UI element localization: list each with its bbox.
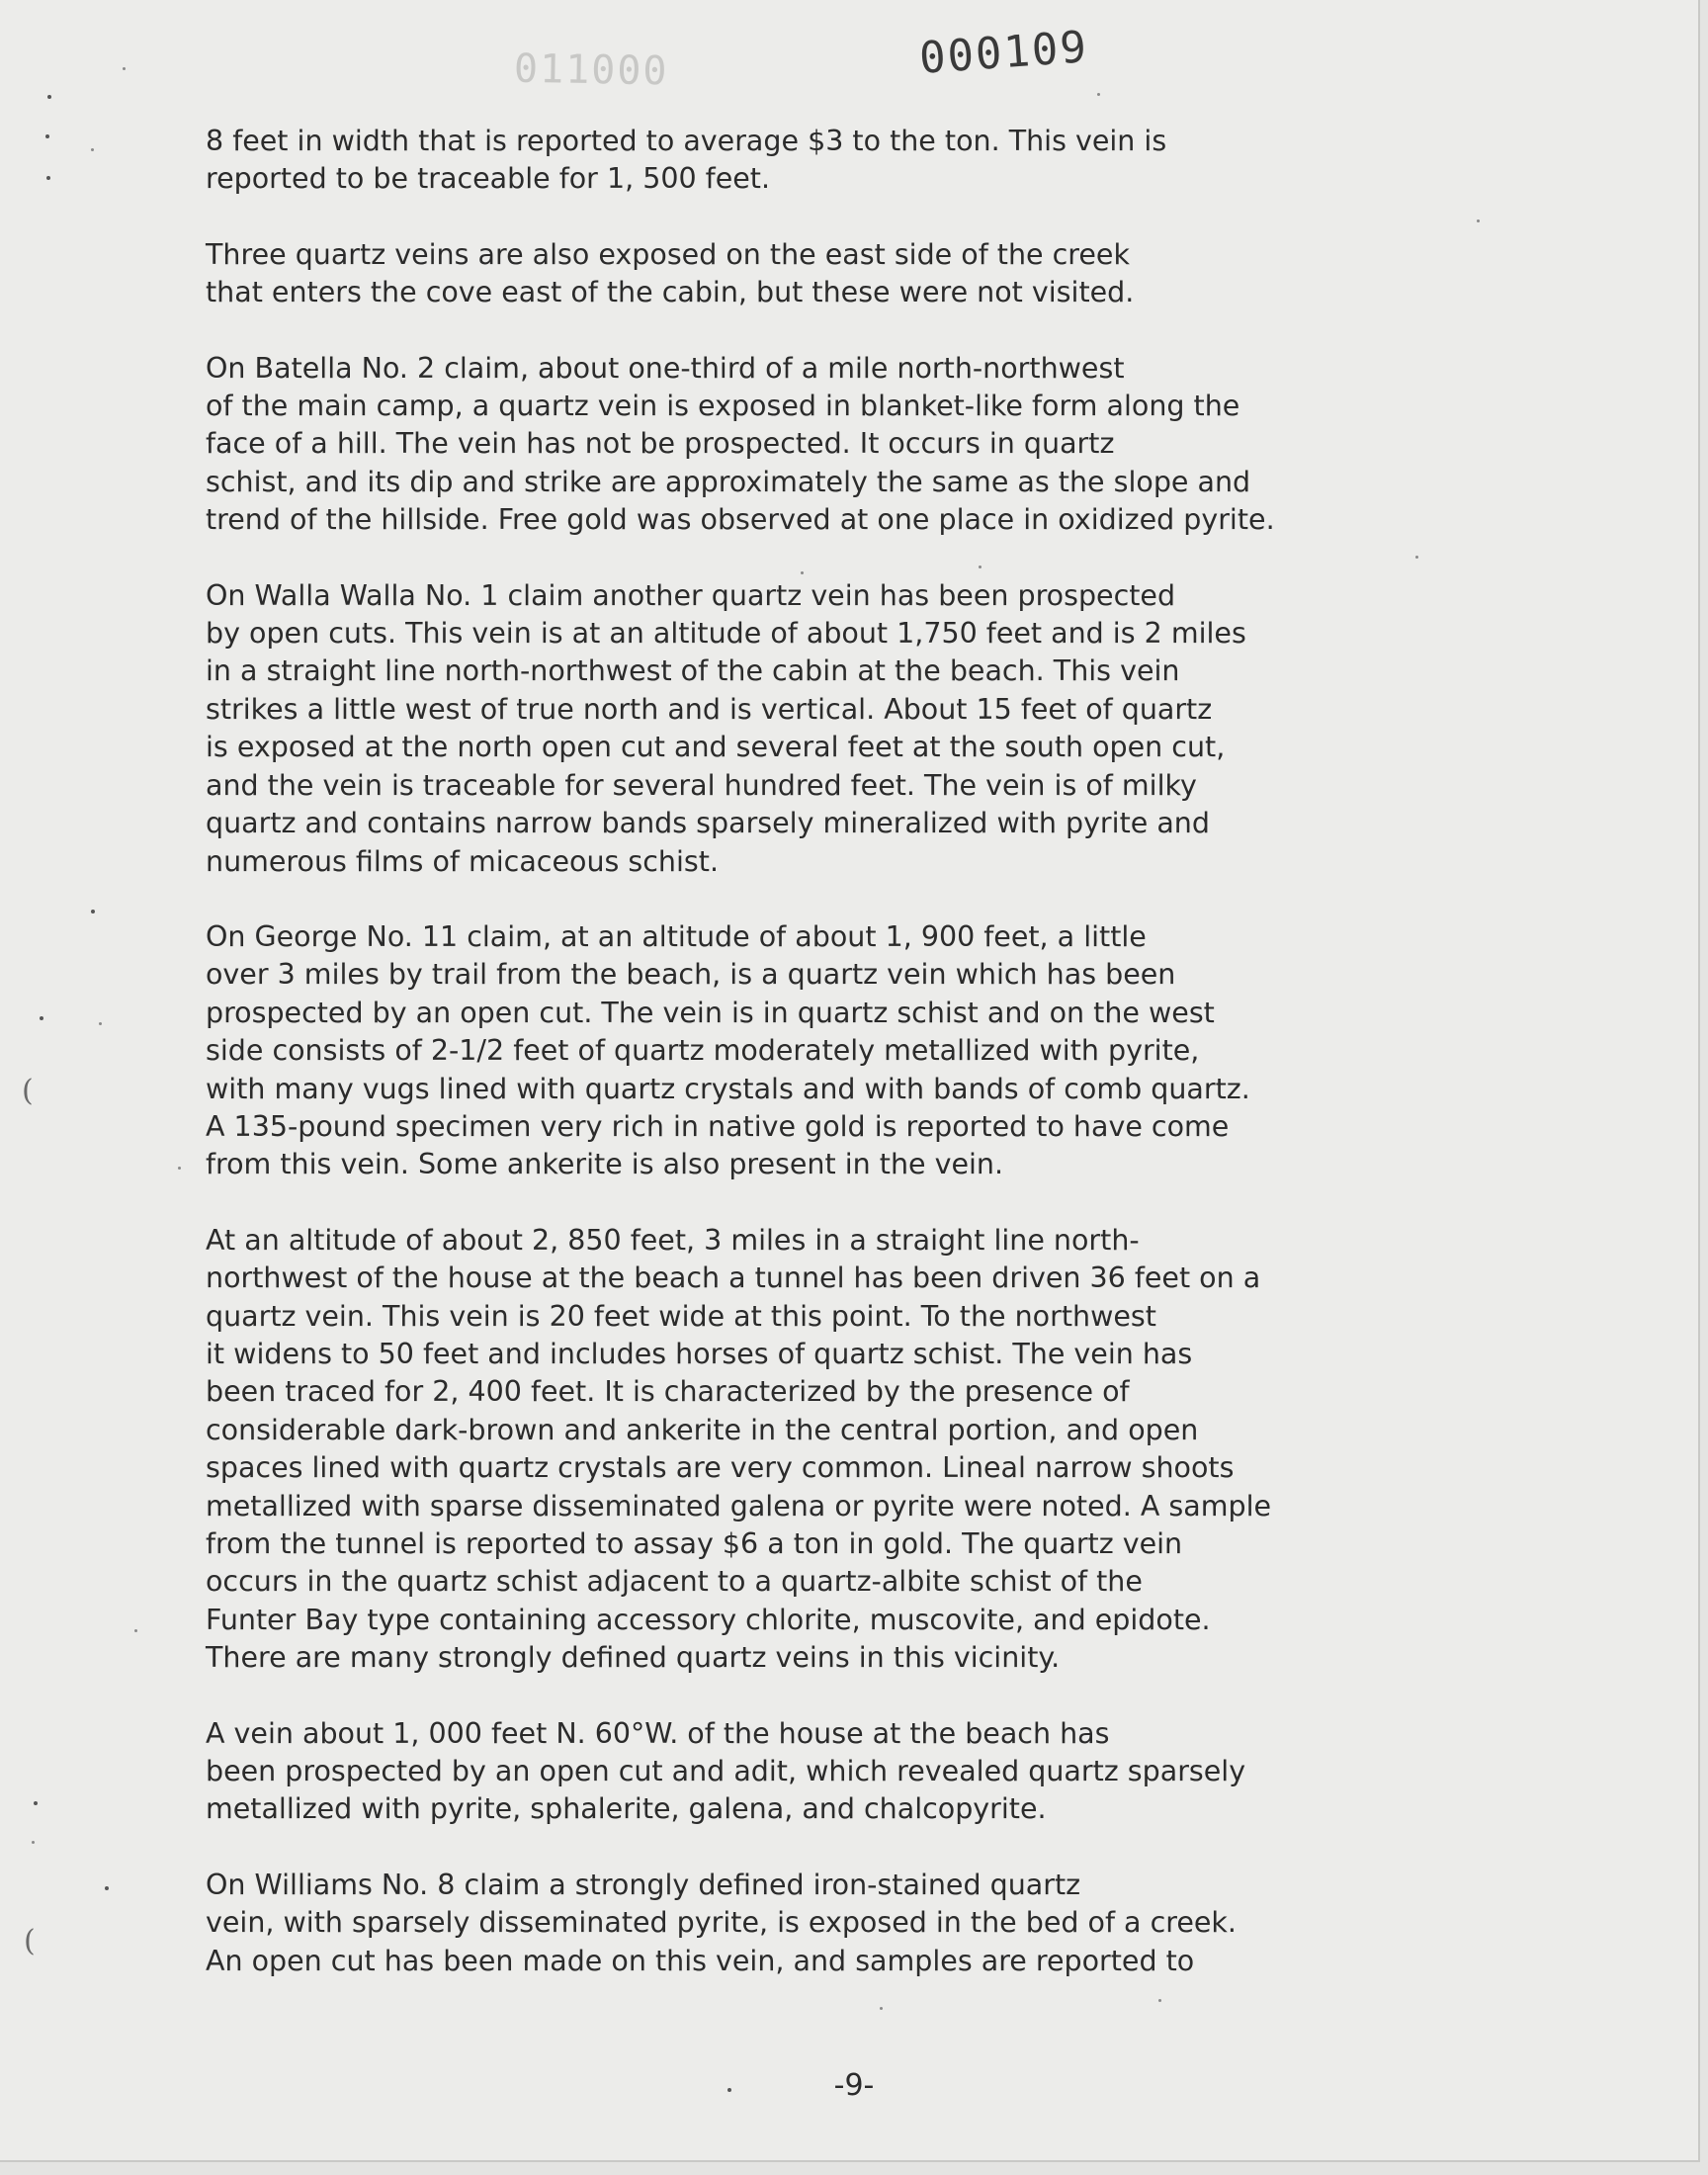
scan-speck	[1097, 93, 1100, 96]
scan-speck	[91, 910, 95, 914]
scan-speck	[99, 1022, 102, 1025]
scan-speck	[801, 571, 804, 574]
scan-speck	[45, 134, 49, 138]
paragraph-1: 8 feet in width that is reported to average $3 to the ton. This vein is reported to be traceable for 1, 500 feet.	[206, 125, 1167, 196]
paragraph-6: At an altitude of about 2, 850 feet, 3 miles in a straight line north- northwest of the house at the beach a tunnel has been driven 36 feet on a quartz vein. This vein is 20 feet wide at this point. To the northwest it widens to 50 feet and includes horses of quartz schist. The vein has been traced for 2, 400 feet. It is characterized by the presence of considerable dark-brown and ankerite in the central portion, and open spaces lined with quartz crystals are very common. Lineal narrow shoots metallized with sparse disseminated galena or pyrite were noted. A sample from the tunnel is reported to assay $6 a ton in gold. The quartz vein occurs in the quartz schist adjacent to a quartz-albite schist of the Funter Bay type containing accessory chlorite, muscovite, and epidote. There are many strongly defined quartz veins in this vicinity.	[206, 1223, 1272, 1675]
scan-speck	[979, 566, 982, 568]
scan-speck	[1477, 219, 1480, 222]
paragraph-4: On Walla Walla No. 1 claim another quartz vein has been prospected by open cuts. This vein is at an altitude of about 1,750 feet and is 2 miles in a straight line north-northwest of the cabin at the beach. This vein strikes a little west of true north and is vertical. About 15 feet of quartz is exposed at the north open cut and several feet at the south open cut, and the vein is traceable for several hundred feet. The vein is of milky quartz and contains narrow bands sparsely mineralized with pyrite and numerous films of micaceous schist.	[206, 578, 1246, 878]
scan-speck	[123, 67, 126, 70]
paragraph-5: On George No. 11 claim, at an altitude of about 1, 900 feet, a little over 3 miles by trail from the beach, is a quartz vein which has been prospected by an open cut. The vein is in quartz schist and on the west side consists of 2-1/2 feet of quartz moderately metallized with pyrite, with many vugs lined with quartz crystals and with bands of comb quartz. A 135-pound specimen very rich in native gold is reported to have come from this vein. Some ankerite is also present in the vein.	[206, 919, 1250, 1181]
scan-speck	[105, 1886, 109, 1890]
scan-speck	[1158, 1999, 1161, 2002]
scan-speck	[32, 1841, 35, 1844]
paragraph-7: A vein about 1, 000 feet N. 60°W. of the house at the beach has been prospected by an open cut and adit, which revealed quartz sparsely metallized with pyrite, sphalerite, galena, and chalcopyrite.	[206, 1716, 1246, 1826]
scan-speck	[880, 2007, 883, 2010]
scan-speck	[1415, 556, 1418, 559]
scan-speck	[91, 148, 94, 151]
paragraph-8: On Williams No. 8 claim a strongly defined iron-stained quartz vein, with sparsely disseminated pyrite, is exposed in the bed of a creek. An open cut has been made on this vein, and samples are reported to	[206, 1868, 1237, 1977]
scan-speck	[46, 176, 50, 180]
margin-paren-mark: (	[24, 1924, 36, 1958]
paragraph-3: On Batella No. 2 claim, about one-third of a mile north-northwest of the main camp, a quartz vein is exposed in blanket-like form along the face of a hill. The vein has not be prospected. It occurs in quartz schist, and its dip and strike are approximately the same as the slope and trend of the hillside. Free gold was observed at one place in oxidized pyrite.	[206, 351, 1275, 537]
page-number: -9-	[833, 2068, 875, 2103]
body-text	[206, 123, 1570, 2018]
scan-speck	[178, 1167, 181, 1170]
margin-paren-mark: (	[22, 1074, 34, 1108]
scan-speck	[40, 1016, 43, 1020]
scan-speck	[34, 1801, 38, 1805]
scan-speck	[47, 95, 51, 99]
bates-number-stamp: 000109	[917, 22, 1090, 84]
scan-speck	[134, 1629, 137, 1632]
paragraph-2: Three quartz veins are also exposed on the east side of the creek that enters the cove east of the cabin, but these were not visited.	[206, 237, 1135, 309]
faint-bates-stamp: 011000	[513, 45, 669, 95]
scan-speck	[727, 2088, 731, 2092]
